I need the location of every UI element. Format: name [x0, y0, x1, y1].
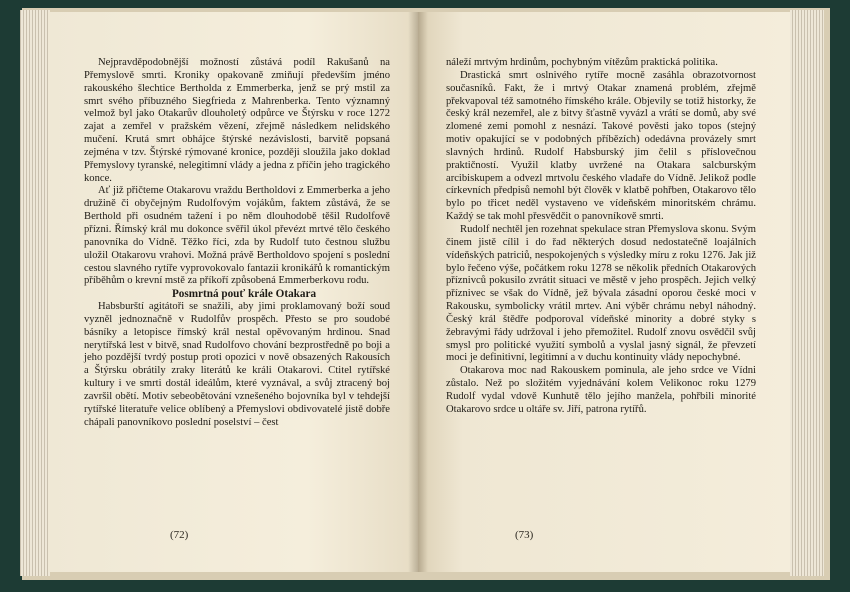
paragraph-continuation: náleží mrtvým hrdinům, pochybným vítězům praktická politika. — [446, 57, 718, 68]
page-edges-left — [20, 10, 50, 576]
paragraph: Nejpravděpodobnější možností zůstává podíl Rakušanů na Přemyslově smrti. Kroniky opakovaně zmiňují především jméno rakouského šlechtice Bertholda z Emmerberka, jenž se prý mstil za smrt svého příbuzného Siegfrieda z Mahrenberka. Tento významný velmož byl jako Otakarův dlouholetý odpůrce ve Štýrsku v roce 1272 zajat a zemřel v pražském vězení, zřejmě následkem nelidského mučení. Krutá smrt obhájce štýrské nezávislosti, barvitě popsaná zejména v tzv. Štýrské rýmované kronice, později sloužila jako doklad Přemyslovy tyranské, nelegitimní vlády a jedna z příčin jeho tragického konce. — [84, 57, 390, 184]
paragraph: Rudolf nechtěl jen rozehnat spekulace stran Přemyslova skonu. Svým činem jistě cílil i do řad některých dosud nedostatečně loajálních vídeňských patriciů, nespokojených s výsledky míru z roku 1276. Jak již bylo řečeno výše, počátkem roku 1278 se několik předních Otakarových příznivců pokusilo zvrátit situaci ve městě v jeho prospěch. Jejich velký příznivec se však do Vídně, jež bývala zásadní oporou české moci v Rakousku, symbolicky vrátil mrtev. Ani výběr chrámu nebyl náhodný. Český král štědře podporoval vídeňské minority a dobré styky s žebravými řády udržoval i jeho přemožitel. Rudolf znovu osvědčil svůj smysl pro politické využití symbolů a vyslal jasný signál, že převzetí moci je definitivní, legitimní a v duchu kontinuity vlády nepochybné. — [446, 223, 756, 364]
section-heading: Posmrtná pouť krále Otakara — [171, 288, 317, 301]
page-number-right: (73) — [515, 529, 534, 541]
paragraph: Habsburští agitátoři se snažili, aby jimi proklamovaný boží soud vyzněl jednoznačně v Rudolfův prospěch. Přesto se pro soudobé básníky a letopisce římský král nestal opěvovaným hrdinou. Snad nerytířská lest v bitvě, snad Rudolfovo chování bezprostředně po boji a jeho pozdější tvrdý postup proti opozici v nově obsazených Rakousích a Štýrsku obrátily zraky literátů ke králi Otakarovi. Ctitel rytířské kultury i ve smrti dostál ideálům, které vyznával, a svůj ztracený boj završil obětí. Motiv sebeobětování vznešeného bojovníka byl v tehdejší rytířské literatuře velice oblíbený a Přemyslovi obdivovatelé jistě dobře chápali panovníkovo poslední poselství – čest — [84, 301, 390, 428]
right-page-text — [446, 57, 756, 417]
book-gutter — [408, 12, 428, 572]
left-page-text — [84, 57, 390, 429]
paragraph: Otakarova moc nad Rakouskem pominula, ale jeho srdce ve Vídni zůstalo. Než po složitém vyjednávání kolem Velikonoc roku 1279 Rudolf vydal vdově Kunhutě tělo jejího manžela, pohřbili minorité Otakarovo srdce u oltáře sv. Jiří, patrona rytířů. — [446, 365, 756, 415]
paragraph: Ať již přičteme Otakarovu vraždu Bertholdovi z Emmerberka a jeho družině či obyčejným Rudolfovým vojákům, faktem zůstává, že se Berthold při osudném tažení i po něm dlouhodobě těšil Rudolfově přízni. Římský král mu dokonce svěřil úkol převézt mrtvé tělo českého panovníka do Vídně. Těžko říci, zda by Rudolf tuto čestnou službu uložil Otakarovu vrahovi. Možná právě Bertholdovo spojení s poslední cestou slavného rytíře vyprovokovalo fantazii kronikářů k romantickým příběhům o krevní mstě za příkoří způsobená Emmerberkovu rodu. — [84, 185, 390, 287]
page-edges-right — [790, 10, 824, 576]
paragraph: Drastická smrt oslnivého rytíře mocně zasáhla obrazotvornost současníků. Fakt, že i mrtvý Otakar znamená problém, zřejmě překvapoval též samotného římského krále. Objevily se totiž historky, že český král nezemřel, ale z bitvy šťastně vyvázl a vrátí se domů, aby své zlomené zemi pomohl z nesnází. Takové pověsti jako topos (stejný motiv opakující se v podobných příbězích) odedávna provázely smrt slavných hrdinů. Rudolf Habsburský jim čelil s příslovečnou praktičností. Využil klatby uvržené na Otakara salcburským arcibiskupem a odvezl mrtvolu českého vladaře do Vídně. Jelikož podle církevních předpisů nemohl být člověk v klatbě pohřben, Otakarovo tělo bylo po třicet neděl vystaveno ve vídeňském minoritském chrámu. Každý se tak mohl přesvědčit o panovníkově smrti. — [446, 69, 756, 223]
page-number-left: (72) — [170, 529, 189, 541]
